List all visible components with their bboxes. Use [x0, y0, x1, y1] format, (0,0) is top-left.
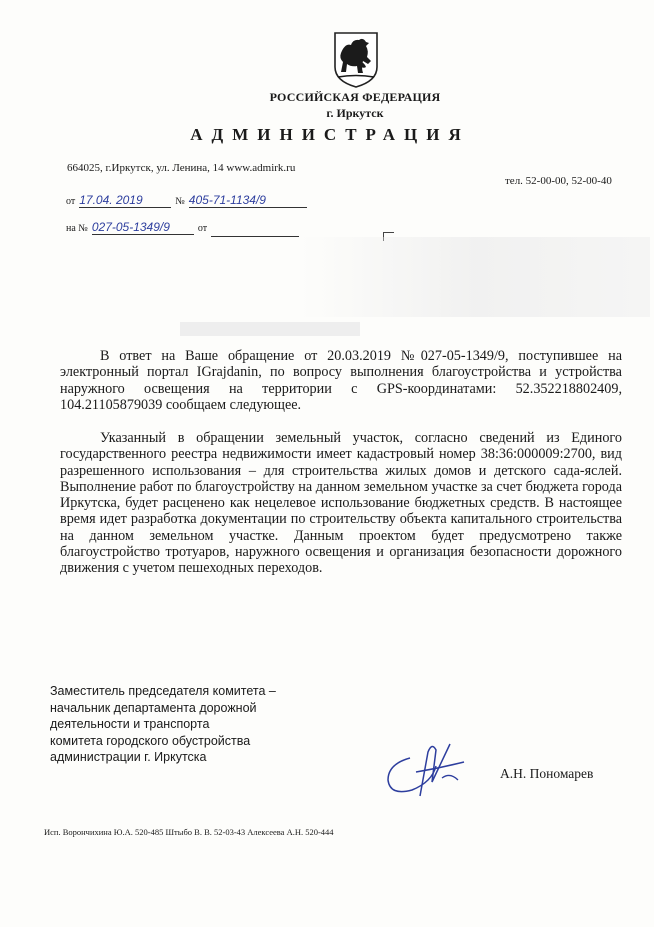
position-line: администрации г. Иркутска: [50, 750, 207, 764]
handwritten-signature: [380, 738, 470, 804]
page-title: АДМИНИСТРАЦИЯ: [190, 125, 470, 144]
executors-line: Исп. Ворончихина Ю.А. 520-485 Штыбо В. В. 52-03-43 Алексеева А.Н. 520-444: [44, 827, 334, 837]
position-line: деятельности и транспорта: [50, 717, 210, 731]
signatory-position: [50, 683, 330, 766]
position-line: начальник департамента дорожной: [50, 700, 257, 715]
registration-row: [66, 191, 307, 209]
ref-date-label: от: [197, 223, 208, 234]
number-label: №: [175, 196, 185, 207]
phone-line: тел. 52-00-00, 52-00-40: [505, 175, 612, 187]
letter-number: 405-71-1134/9: [189, 193, 307, 208]
body-paragraph-1: В ответ на Ваше обращение от 20.03.2019 №027-05-1349/9, поступившее на электронный портал IGrajdanin, по вопросу выполнения благоустройства и устройства наружного освещения на территории с GPS-координатами: 52.352218802409, 104.21105879039 сообщаем следующее.: [60, 348, 622, 413]
from-label: от: [66, 196, 76, 207]
coat-of-arms-icon: [333, 31, 379, 89]
reference-row: [66, 218, 299, 237]
ref-date-blank: [211, 218, 299, 237]
address-line: 664025, г.Иркутск, ул. Ленина, 14 www.admirk.ru: [67, 162, 296, 174]
body-paragraph-2: Указанный в обращении земельный участок, согласно сведений из Единого государственного реестра недвижимости имеет кадастровый номер 38:36:000009:2700, вид разрешенного использования – для строительства жилых домов и детского сада-яслей. Выполнение работ по благоустройству на данном земельном участке за счет бюджета города Иркутска, будет расценено как нецелевое использование бюджетных средств. В настоящее время идет разработка документации по строительству объекта капитального строительства на данном земельном участке. Данным проектом будет предусмотрено также благоустройство тротуаров, наружного освещения и организация безопасности дорожного движения с учетом пешеходных переходов.: [60, 430, 622, 577]
redacted-line: [180, 322, 360, 336]
position-line: комитета городского обустройства: [50, 733, 251, 748]
signer-name: А.Н. Пономарев: [500, 766, 594, 781]
country-name: РОССИЙСКАЯ ФЕДЕРАЦИЯ: [269, 90, 441, 104]
city-name: г. Иркутск: [326, 106, 384, 120]
ref-label: на №: [66, 223, 88, 234]
ref-number: 027-05-1349/9: [92, 220, 194, 235]
position-line: Заместитель председателя комитета –: [50, 684, 276, 698]
redacted-area: [300, 237, 650, 317]
letter-date: 17.04. 2019: [79, 193, 171, 208]
